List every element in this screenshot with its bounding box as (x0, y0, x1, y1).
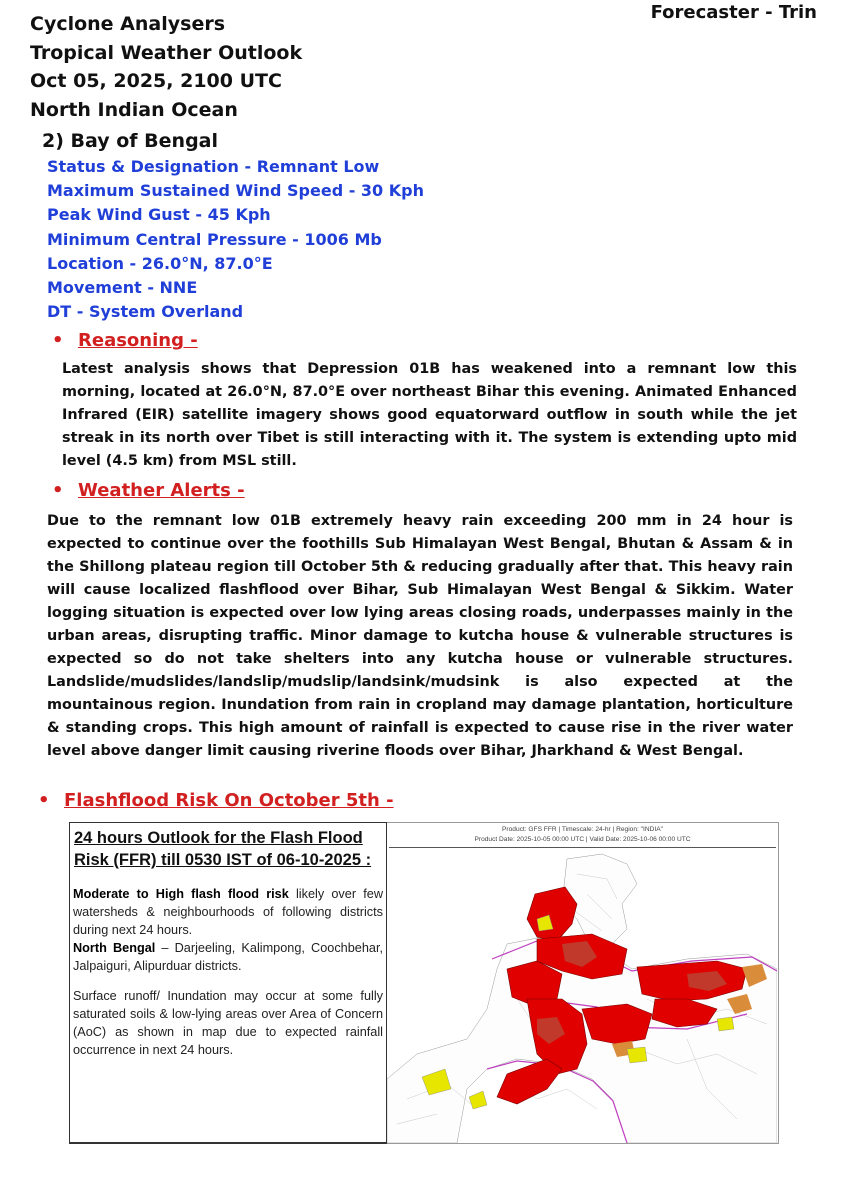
flashflood-figure (69, 822, 779, 1144)
storm-stats (47, 155, 424, 324)
product-name: Tropical Weather Outlook (30, 41, 303, 64)
stat-dt: DT - System Overland (47, 302, 244, 322)
map-product-line: Product: GFS FFR | Timescale: 24-hr | Region: "INDIA" (502, 826, 663, 833)
ffr-region-rest: – Darjeeling, Kalimpong, Coochbehar, Jalpaiguri, Alipurduar districts. (73, 941, 383, 973)
alerts-heading (52, 480, 245, 501)
reasoning-title: Reasoning - (78, 330, 198, 351)
alerts-text: Due to the remnant low 01B extremely heavy rain exceeding 200 mm in 24 hour is expected to continue over the foothills Sub Himalayan West Bengal, Bhutan & Assam & in the Shillong plateau region till October 5th & reducing gradually after that. This heavy rain will cause localized flashflood over Bihar, Sub Himalayan West Bengal & Sikkim. Water logging situation is expected over low lying areas closing roads, underpasses mainly in the urban areas, disrupting traffic. Minor damage to kutcha house & vulnerable structures is expected so do not take shelters into any kutcha house or vulnerable structures. Landslide/mudslides/landslip/mudslip/landsink/mudsink is also expected at the mountainous region. Inundation from rain in cropland may damage plantation, horticulture & standing crops. This high amount of rainfall is expected to cause rise in the river water level above danger limit causing riverine floods over Bihar, Jharkhand & West Bengal. (47, 513, 793, 759)
org-name: Cyclone Analysers (30, 13, 226, 35)
risk-map-image (387, 849, 777, 1143)
report-header (30, 10, 302, 124)
ffr-map (387, 822, 779, 1144)
alerts-title: Weather Alerts - (78, 480, 245, 501)
stat-movement: Movement - NNE (47, 278, 198, 298)
ocean-region: North Indian Ocean (30, 98, 238, 121)
stat-gust: Peak Wind Gust - 45 Kph (47, 205, 271, 225)
stat-max-wind: Maximum Sustained Wind Speed - 30 Kph (47, 181, 424, 201)
stat-status: Status & Designation - Remnant Low (47, 157, 380, 176)
flashflood-heading (38, 790, 394, 811)
forecaster-label: Forecaster - Trin (650, 2, 817, 23)
ffr-risk-bold: Moderate to High flash flood risk (73, 887, 289, 901)
reasoning-text: Latest analysis shows that Depression 01B has weakened into a remnant low this morning, located at 26.0°N, 87.0°E over northeast Bihar this evening. Animated Enhanced Infrared (EIR) satellite imagery shows good equatorward outflow in south while the jet streak in its north over Tibet is still interacting with it. The system is extending upto mid level (4.5 km) from MSL still. (62, 361, 797, 469)
ffr-risk-text (73, 885, 383, 975)
map-date-line: Product Date: 2025-10-05 00:00 UTC | Valid Date: 2025-10-06 00:00 UTC (474, 836, 691, 843)
map-header-rule (389, 847, 776, 848)
ffr-risk-rest: likely over few watersheds & neighbourhoods of following districts during next 24 hours. (73, 887, 383, 937)
bullet-icon: • (38, 790, 50, 811)
flashflood-title: Flashflood Risk On October 5th - (64, 790, 394, 811)
issue-datetime: Oct 05, 2025, 2100 UTC (30, 70, 282, 92)
bullet-icon: • (52, 330, 64, 351)
bullet-icon: • (52, 480, 64, 501)
basin-heading: 2) Bay of Bengal (42, 130, 219, 152)
ffr-panel-title: 24 hours Outlook for the Flash Flood Risk (FFR) till 0530 IST of 06-10-2025 : (74, 829, 372, 869)
ffr-runoff-text: Surface runoff/ Inundation may occur at some fully saturated soils & low-lying areas over Area of Concern (AoC) as shown in map due to expected rainfall occurrence in next 24 hours. (73, 989, 383, 1057)
stat-location: Location - 26.0°N, 87.0°E (47, 253, 273, 273)
stat-pressure: Minimum Central Pressure - 1006 Mb (47, 229, 382, 249)
ffr-text-panel (69, 822, 387, 1144)
ffr-region-bold: North Bengal (73, 941, 156, 955)
reasoning-heading (52, 330, 198, 351)
